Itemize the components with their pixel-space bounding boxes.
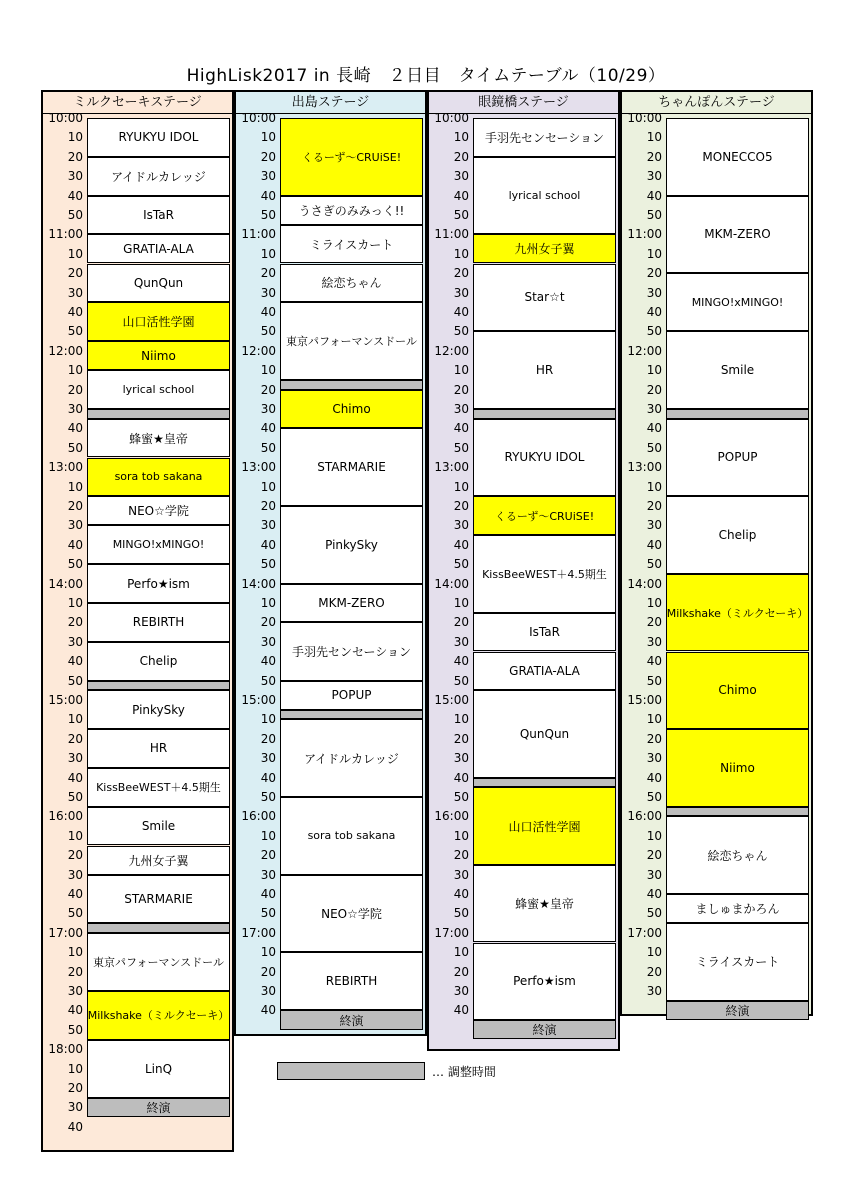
time-label: 10 <box>453 246 469 261</box>
time-label: 13:00 <box>434 460 469 475</box>
adjustment-time-block <box>473 778 616 788</box>
performance-block: Chimo <box>666 652 809 730</box>
time-label: 40 <box>453 887 469 901</box>
time-label: 40 <box>646 537 662 552</box>
time-label: 10 <box>67 1061 83 1076</box>
time-label: 50 <box>67 440 83 455</box>
time-label: 30 <box>260 751 276 766</box>
stage-column-2 <box>234 90 427 1036</box>
time-label: 20 <box>453 266 469 281</box>
time-label: 20 <box>646 382 662 397</box>
time-label: 10 <box>646 479 662 494</box>
legend-text: … 調整時間 <box>432 1065 496 1079</box>
stage-header: 出島ステージ <box>236 92 425 114</box>
time-label: 40 <box>260 421 276 436</box>
time-label: 10 <box>453 712 469 727</box>
time-label: 30 <box>67 1100 83 1115</box>
performance-block: POPUP <box>280 681 423 710</box>
time-label: 10 <box>260 479 276 494</box>
time-label: 14:00 <box>627 576 662 591</box>
time-label: 10 <box>67 828 83 843</box>
time-label: 40 <box>260 305 276 319</box>
time-label: 20 <box>646 499 662 513</box>
time-label: 40 <box>67 537 83 552</box>
time-label: 17:00 <box>434 925 469 940</box>
time-label: 10 <box>260 246 276 261</box>
time-label: 40 <box>453 188 469 203</box>
performance-block: IsTaR <box>473 613 616 652</box>
performance-block: KissBeeWEST＋4.5期生 <box>473 535 616 613</box>
time-label: 10:00 <box>434 111 469 125</box>
time-label: 20 <box>646 731 662 746</box>
time-label: 17:00 <box>48 925 83 940</box>
time-label: 40 <box>67 421 83 436</box>
page-title: HighLisk2017 in 長崎 ２日目 タイムテーブル（10/29） <box>186 66 666 86</box>
end-block: 終演 <box>87 1098 230 1117</box>
time-label: 30 <box>646 402 662 416</box>
time-label: 12:00 <box>434 343 469 358</box>
time-label: 10 <box>260 130 276 145</box>
performance-block: ましゅまかろん <box>666 894 809 923</box>
time-label: 20 <box>260 382 276 397</box>
time-label: 10 <box>67 596 83 610</box>
time-label: 50 <box>260 906 276 921</box>
adjustment-time-block <box>666 409 809 419</box>
performance-block: Chimo <box>280 390 423 429</box>
time-label: 40 <box>646 770 662 785</box>
time-label: 10 <box>260 596 276 610</box>
time-label: 16:00 <box>627 809 662 824</box>
time-label: 30 <box>260 402 276 416</box>
time-label: 40 <box>453 305 469 319</box>
performance-block: アイドルカレッジ <box>87 157 230 196</box>
time-label: 40 <box>260 188 276 203</box>
time-label: 50 <box>646 324 662 339</box>
time-label: 20 <box>646 149 662 164</box>
time-label: 12:00 <box>48 343 83 358</box>
time-label: 30 <box>67 634 83 649</box>
performance-block: LinQ <box>87 1040 230 1098</box>
performance-block: sora tob sakana <box>280 797 423 875</box>
time-label: 50 <box>260 324 276 339</box>
time-label: 20 <box>260 266 276 281</box>
time-label: 13:00 <box>48 460 83 475</box>
time-label: 10 <box>453 828 469 843</box>
time-label: 40 <box>67 887 83 901</box>
adjustment-time-block <box>87 409 230 419</box>
performance-block: Perfo★ism <box>473 943 616 1021</box>
time-label: 30 <box>260 169 276 184</box>
time-label: 10:00 <box>627 111 662 125</box>
time-label: 20 <box>646 615 662 630</box>
adjustment-time-block <box>280 710 423 720</box>
time-label: 50 <box>67 324 83 339</box>
time-label: 12:00 <box>627 343 662 358</box>
adjustment-time-block <box>280 380 423 390</box>
time-label: 10 <box>260 363 276 378</box>
time-label: 20 <box>260 731 276 746</box>
time-label: 50 <box>646 906 662 921</box>
performance-block: アイドルカレッジ <box>280 719 423 797</box>
time-label: 16:00 <box>241 809 276 824</box>
time-label: 10 <box>67 712 83 727</box>
performance-block: MKM-ZERO <box>666 196 809 274</box>
time-label: 20 <box>453 731 469 746</box>
performance-block: Smile <box>666 331 809 409</box>
performance-block: KissBeeWEST＋4.5期生 <box>87 768 230 807</box>
time-label: 10 <box>453 130 469 145</box>
time-label: 10 <box>453 479 469 494</box>
time-label: 10 <box>453 596 469 610</box>
time-label: 20 <box>453 149 469 164</box>
adjustment-time-block <box>473 409 616 419</box>
time-label: 30 <box>646 518 662 533</box>
time-label: 20 <box>453 382 469 397</box>
time-label: 20 <box>260 615 276 630</box>
time-label: 20 <box>260 964 276 979</box>
adjustment-time-block <box>87 681 230 691</box>
performance-block: MINGO!xMINGO! <box>666 273 809 331</box>
time-label: 40 <box>646 305 662 319</box>
time-label: 30 <box>453 402 469 416</box>
time-label: 30 <box>67 285 83 300</box>
time-label: 40 <box>67 1003 83 1018</box>
performance-block: MINGO!xMINGO! <box>87 525 230 564</box>
time-label: 20 <box>67 848 83 863</box>
performance-block: POPUP <box>666 419 809 497</box>
stage-header: ミルクセーキステージ <box>43 92 232 114</box>
adjustment-time-block <box>666 807 809 817</box>
time-label: 13:00 <box>627 460 662 475</box>
performance-block: NEO☆学院 <box>280 875 423 953</box>
time-label: 30 <box>67 984 83 998</box>
performance-block: くるーず～CRUiSE! <box>473 496 616 535</box>
time-label: 30 <box>260 984 276 998</box>
time-label: 40 <box>453 654 469 669</box>
performance-block: 山口活性学園 <box>87 302 230 341</box>
time-label: 20 <box>260 848 276 863</box>
time-label: 50 <box>453 557 469 572</box>
time-label: 20 <box>646 964 662 979</box>
time-label: 40 <box>260 1003 276 1018</box>
time-label: 20 <box>67 149 83 164</box>
time-label: 10:00 <box>241 111 276 125</box>
stage-column-1 <box>41 90 234 1152</box>
performance-block: うさぎのみみっく!! <box>280 196 423 225</box>
time-label: 14:00 <box>241 576 276 591</box>
time-label: 50 <box>260 557 276 572</box>
time-label: 40 <box>646 188 662 203</box>
time-label: 30 <box>67 867 83 882</box>
time-label: 50 <box>260 790 276 804</box>
time-label: 10 <box>646 712 662 727</box>
time-label: 10 <box>67 130 83 145</box>
time-label: 20 <box>646 848 662 863</box>
time-label: 30 <box>453 169 469 184</box>
time-label: 20 <box>67 382 83 397</box>
time-label: 30 <box>646 751 662 766</box>
time-label: 15:00 <box>48 693 83 707</box>
performance-block: Niimo <box>666 729 809 807</box>
performance-block: MKM-ZERO <box>280 584 423 623</box>
time-label: 10 <box>646 828 662 843</box>
time-label: 20 <box>260 149 276 164</box>
time-label: 50 <box>453 790 469 804</box>
performance-block: Chelip <box>666 496 809 574</box>
performance-block: 蜂蜜★皇帝 <box>87 419 230 458</box>
time-label: 18:00 <box>48 1042 83 1057</box>
time-label: 30 <box>260 518 276 533</box>
performance-block: 山口活性学園 <box>473 787 616 865</box>
performance-block: 九州女子翼 <box>87 846 230 875</box>
time-label: 40 <box>67 654 83 669</box>
time-label: 30 <box>67 518 83 533</box>
stage-column-4 <box>620 90 813 1016</box>
time-label: 14:00 <box>48 576 83 591</box>
performance-block: IsTaR <box>87 196 230 235</box>
time-label: 50 <box>67 208 83 222</box>
time-label: 10 <box>260 712 276 727</box>
time-label: 15:00 <box>241 693 276 707</box>
time-label: 50 <box>646 208 662 222</box>
adjustment-time-block <box>87 923 230 933</box>
time-label: 50 <box>453 324 469 339</box>
time-label: 30 <box>453 518 469 533</box>
time-label: 20 <box>453 499 469 513</box>
performance-block: ミライスカート <box>666 923 809 1001</box>
time-label: 50 <box>646 790 662 804</box>
time-label: 20 <box>67 1081 83 1095</box>
time-label: 11:00 <box>434 227 469 242</box>
time-label: 30 <box>67 751 83 766</box>
performance-block: Star☆t <box>473 264 616 332</box>
time-label: 40 <box>67 305 83 319</box>
time-label: 50 <box>453 440 469 455</box>
time-label: 17:00 <box>241 925 276 940</box>
time-label: 30 <box>646 169 662 184</box>
time-label: 30 <box>260 634 276 649</box>
time-label: 40 <box>260 654 276 669</box>
time-label: 16:00 <box>434 809 469 824</box>
time-label: 20 <box>646 266 662 281</box>
time-label: 40 <box>67 770 83 785</box>
time-label: 50 <box>453 906 469 921</box>
performance-block: GRATIA-ALA <box>473 652 616 691</box>
performance-block: くるーず～CRUiSE! <box>280 118 423 196</box>
time-label: 40 <box>646 887 662 901</box>
time-label: 40 <box>260 770 276 785</box>
performance-block: Chelip <box>87 642 230 681</box>
performance-block: Milkshake（ミルクセーキ） <box>666 574 809 652</box>
time-label: 50 <box>453 673 469 688</box>
time-label: 40 <box>260 887 276 901</box>
time-label: 40 <box>453 770 469 785</box>
time-label: 20 <box>453 615 469 630</box>
performance-block: REBIRTH <box>280 952 423 1010</box>
performance-block: STARMARIE <box>87 875 230 924</box>
performance-block: NEO☆学院 <box>87 496 230 525</box>
performance-block: HR <box>87 729 230 768</box>
performance-block: 九州女子翼 <box>473 234 616 263</box>
time-label: 20 <box>67 499 83 513</box>
time-label: 50 <box>67 1022 83 1037</box>
performance-block: 絵恋ちゃん <box>666 816 809 894</box>
time-label: 20 <box>67 964 83 979</box>
time-label: 40 <box>646 654 662 669</box>
performance-block: REBIRTH <box>87 603 230 642</box>
performance-block: 絵恋ちゃん <box>280 264 423 303</box>
performance-block: Niimo <box>87 341 230 370</box>
legend-swatch <box>277 1062 425 1080</box>
time-label: 40 <box>453 537 469 552</box>
time-label: 13:00 <box>241 460 276 475</box>
time-label: 16:00 <box>48 809 83 824</box>
time-label: 50 <box>260 673 276 688</box>
time-label: 15:00 <box>627 693 662 707</box>
performance-block: Milkshake（ミルクセーキ） <box>87 991 230 1040</box>
end-block: 終演 <box>666 1001 809 1020</box>
performance-block: 蜂蜜★皇帝 <box>473 865 616 943</box>
time-label: 40 <box>260 537 276 552</box>
performance-block: HR <box>473 331 616 409</box>
time-label: 15:00 <box>434 693 469 707</box>
time-label: 10 <box>67 363 83 378</box>
performance-block: 東京パフォーマンスドール <box>280 302 423 380</box>
time-label: 40 <box>67 188 83 203</box>
time-label: 30 <box>453 867 469 882</box>
time-label: 30 <box>67 402 83 416</box>
time-label: 30 <box>260 285 276 300</box>
time-label: 20 <box>67 615 83 630</box>
performance-block: GRATIA-ALA <box>87 234 230 263</box>
time-label: 40 <box>453 1003 469 1018</box>
time-label: 30 <box>646 634 662 649</box>
time-label: 50 <box>646 440 662 455</box>
time-label: 20 <box>453 964 469 979</box>
time-label: 11:00 <box>48 227 83 242</box>
performance-block: Perfo★ism <box>87 564 230 603</box>
time-label: 50 <box>453 208 469 222</box>
performance-block: lyrical school <box>473 157 616 235</box>
time-label: 12:00 <box>241 343 276 358</box>
time-label: 50 <box>67 673 83 688</box>
time-label: 30 <box>646 984 662 998</box>
time-label: 40 <box>67 1119 83 1134</box>
performance-block: 東京パフォーマンスドール <box>87 933 230 991</box>
time-label: 10 <box>646 363 662 378</box>
stage-header: ちゃんぽんステージ <box>622 92 811 114</box>
stage-header: 眼鏡橋ステージ <box>429 92 618 114</box>
time-label: 30 <box>453 634 469 649</box>
time-label: 14:00 <box>434 576 469 591</box>
time-label: 20 <box>453 848 469 863</box>
performance-block: Smile <box>87 807 230 846</box>
time-label: 30 <box>646 867 662 882</box>
time-label: 50 <box>260 440 276 455</box>
performance-block: lyrical school <box>87 370 230 409</box>
time-label: 10:00 <box>48 111 83 125</box>
time-label: 30 <box>453 285 469 300</box>
time-label: 30 <box>646 285 662 300</box>
time-label: 30 <box>260 867 276 882</box>
time-label: 10 <box>260 945 276 960</box>
time-label: 40 <box>453 421 469 436</box>
time-label: 10 <box>453 945 469 960</box>
performance-block: STARMARIE <box>280 428 423 506</box>
time-label: 40 <box>646 421 662 436</box>
time-label: 11:00 <box>241 227 276 242</box>
time-label: 50 <box>260 208 276 222</box>
performance-block: ミライスカート <box>280 225 423 264</box>
performance-block: 手羽先センセーション <box>473 118 616 157</box>
time-label: 10 <box>67 479 83 494</box>
time-label: 17:00 <box>627 925 662 940</box>
time-label: 50 <box>67 906 83 921</box>
time-label: 30 <box>67 169 83 184</box>
performance-block: PinkySky <box>280 506 423 584</box>
time-label: 20 <box>67 731 83 746</box>
performance-block: RYUKYU IDOL <box>473 419 616 497</box>
time-label: 50 <box>67 557 83 572</box>
performance-block: 手羽先センセーション <box>280 622 423 680</box>
time-label: 10 <box>260 828 276 843</box>
performance-block: QunQun <box>473 690 616 777</box>
time-label: 30 <box>453 984 469 998</box>
performance-block: sora tob sakana <box>87 458 230 497</box>
stage-column-3 <box>427 90 620 1051</box>
performance-block: MONECCO5 <box>666 118 809 196</box>
time-label: 10 <box>67 945 83 960</box>
time-label: 50 <box>67 790 83 804</box>
time-label: 10 <box>646 130 662 145</box>
time-label: 10 <box>646 246 662 261</box>
time-label: 50 <box>646 673 662 688</box>
time-label: 10 <box>67 246 83 261</box>
time-label: 50 <box>646 557 662 572</box>
time-label: 30 <box>453 751 469 766</box>
time-label: 10 <box>646 945 662 960</box>
time-label: 10 <box>646 596 662 610</box>
time-label: 10 <box>453 363 469 378</box>
performance-block: QunQun <box>87 264 230 303</box>
time-label: 20 <box>260 499 276 513</box>
performance-block: RYUKYU IDOL <box>87 118 230 157</box>
end-block: 終演 <box>280 1010 423 1029</box>
end-block: 終演 <box>473 1020 616 1039</box>
time-label: 11:00 <box>627 227 662 242</box>
time-label: 20 <box>67 266 83 281</box>
performance-block: PinkySky <box>87 690 230 729</box>
